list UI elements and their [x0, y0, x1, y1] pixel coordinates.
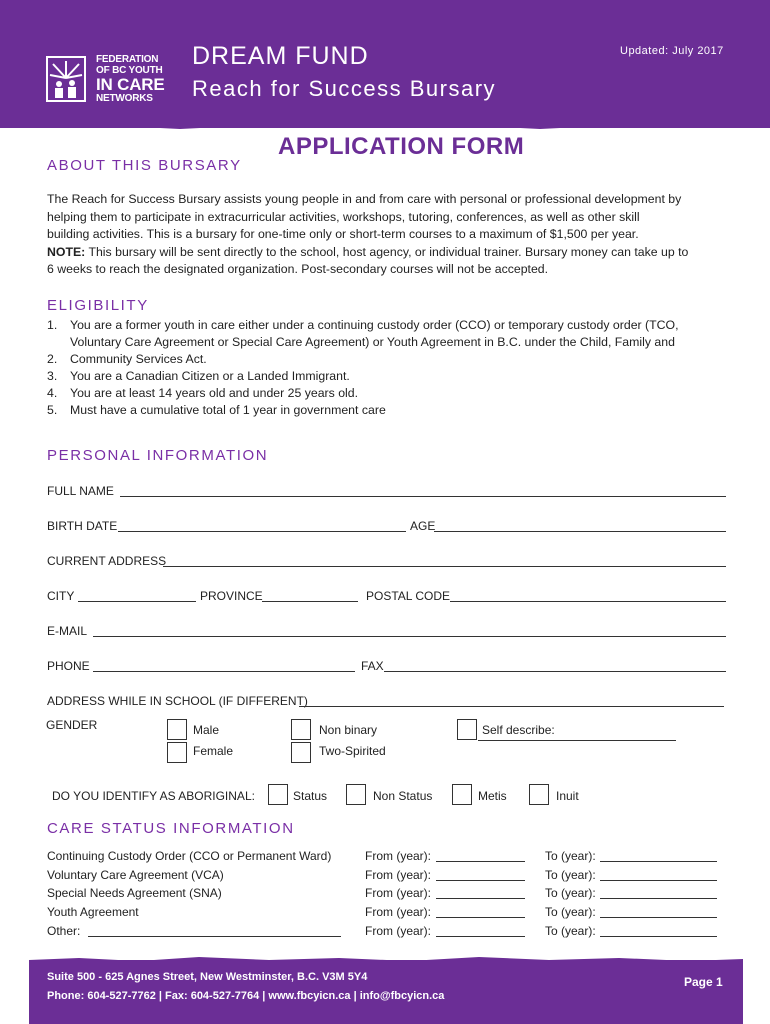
metis-label: Metis	[478, 789, 507, 803]
to-year-field[interactable]	[600, 917, 717, 918]
to-year-field[interactable]	[600, 936, 717, 937]
phone-label: PHONE	[47, 659, 90, 673]
header-torn-edge	[0, 118, 770, 134]
school-address-label: ADDRESS WHILE IN SCHOOL (IF DIFFERENT)	[47, 694, 308, 708]
item-text: You are a Canadian Citizen or a Landed Immigrant.	[70, 369, 350, 383]
inuit-checkbox[interactable]	[529, 784, 549, 805]
birth-date-field[interactable]	[118, 531, 406, 532]
eligibility-item	[47, 385, 747, 402]
about-line: helping them to participate in extracurricular activities, workshops, tutoring, conferences, as well as other skill	[47, 209, 640, 224]
from-year-label: From (year):	[365, 886, 431, 900]
non-status-checkbox[interactable]	[346, 784, 366, 805]
other-care-field[interactable]	[88, 936, 341, 937]
form-title: APPLICATION FORM	[278, 133, 525, 160]
about-line: The Reach for Success Bursary assists young people in and from care with personal or professional development by	[47, 192, 682, 206]
care-row-label: Other:	[47, 924, 81, 938]
fund-title: DREAM FUND	[192, 42, 369, 70]
footer-contact: Phone: 604-527-7762 | Fax: 604-527-7764 | www.fbcyicn.ca | info@fbcyicn.ca	[47, 990, 445, 1002]
from-year-label: From (year):	[365, 905, 431, 919]
from-year-field[interactable]	[436, 936, 525, 937]
email-label: E-MAIL	[47, 624, 88, 638]
from-year-field[interactable]	[436, 898, 525, 899]
from-year-field[interactable]	[436, 880, 525, 881]
metis-checkbox[interactable]	[452, 784, 472, 805]
item-text: You are a former youth in care either under a continuing custody order (CCO) or temporary custody order (TCO,	[70, 318, 679, 332]
full-name-field[interactable]	[120, 496, 726, 497]
about-note	[47, 244, 747, 262]
self-describe-checkbox[interactable]	[457, 719, 477, 740]
logo-wordmark	[96, 54, 176, 104]
to-year-field[interactable]	[600, 861, 717, 862]
to-year-field[interactable]	[600, 898, 717, 899]
to-year-label: To (year):	[545, 849, 596, 863]
age-field[interactable]	[434, 531, 726, 532]
from-year-label: From (year):	[365, 849, 431, 863]
male-label: Male	[193, 723, 220, 737]
male-checkbox[interactable]	[167, 719, 187, 740]
item-text: Must have a cumulative total of 1 year in government care	[70, 403, 386, 417]
logo-line: NETWORKS	[96, 93, 153, 104]
female-checkbox[interactable]	[167, 742, 187, 763]
postal-code-field[interactable]	[450, 601, 726, 602]
eligibility-item	[47, 368, 747, 385]
item-text: You are at least 14 years old and under 25 years old.	[70, 386, 359, 400]
care-row-label: Special Needs Agreement (SNA)	[47, 886, 222, 900]
item-number: 4.	[47, 386, 58, 400]
eligibility-item	[47, 317, 747, 334]
from-year-field[interactable]	[436, 917, 525, 918]
self-describe-field[interactable]	[478, 740, 676, 741]
province-label: PROVINCE	[200, 589, 263, 603]
gender-label: GENDER	[46, 718, 98, 732]
self-describe-label: Self describe:	[482, 723, 555, 737]
fax-field[interactable]	[384, 671, 726, 672]
about-line: building activities. This is a bursary for one-time only or short-term courses to a maximum of $1,500 per year.	[47, 227, 639, 242]
non-binary-label: Non binary	[319, 723, 378, 737]
item-number: 5.	[47, 403, 58, 417]
non-binary-checkbox[interactable]	[291, 719, 311, 740]
item-number: 1.	[47, 318, 58, 332]
logo-line: FEDERATION	[96, 54, 159, 65]
care-heading: CARE STATUS INFORMATION	[47, 820, 295, 837]
page-number: Page 1	[684, 975, 723, 989]
eligibility-list	[47, 317, 747, 419]
note-text: This bursary will be sent directly to the school, host agency, or individual trainer. Bursary money can take up to	[85, 244, 689, 259]
to-year-label: To (year):	[545, 868, 596, 882]
female-label: Female	[193, 744, 234, 758]
item-text: Voluntary Care Agreement or Special Care Agreement) or Youth Agreement in B.C. under the Child, Family and	[70, 335, 675, 349]
birth-date-label: BIRTH DATE	[47, 519, 118, 533]
from-year-label: From (year):	[365, 868, 431, 882]
updated-date: Updated: July 2017	[620, 45, 724, 57]
postal-code-label: POSTAL CODE	[366, 589, 451, 603]
personal-heading: PERSONAL INFORMATION	[47, 447, 269, 464]
to-year-label: To (year):	[545, 924, 596, 938]
footer-address: Suite 500 - 625 Agnes Street, New Westminster, B.C. V3M 5Y4	[47, 971, 368, 983]
current-address-field[interactable]	[163, 566, 726, 567]
to-year-label: To (year):	[545, 905, 596, 919]
inuit-label: Inuit	[556, 789, 579, 803]
eligibility-item	[47, 351, 747, 368]
city-field[interactable]	[78, 601, 196, 602]
logo-icon	[46, 56, 86, 102]
to-year-label: To (year):	[545, 886, 596, 900]
from-year-label: From (year):	[365, 924, 431, 938]
logo-line: OF BC YOUTH	[96, 65, 163, 76]
from-year-field[interactable]	[436, 861, 525, 862]
current-address-label: CURRENT ADDRESS	[47, 554, 167, 568]
eligibility-item	[47, 334, 747, 351]
province-field[interactable]	[262, 601, 358, 602]
phone-field[interactable]	[93, 671, 355, 672]
about-paragraph	[47, 191, 747, 279]
aboriginal-label: DO YOU IDENTIFY AS ABORIGINAL:	[52, 789, 255, 803]
about-heading: ABOUT THIS BURSARY	[47, 157, 242, 174]
email-field[interactable]	[93, 636, 726, 637]
eligibility-item	[47, 402, 747, 419]
status-checkbox[interactable]	[268, 784, 288, 805]
full-name-label: FULL NAME	[47, 484, 114, 498]
eligibility-heading: ELIGIBILITY	[47, 297, 149, 314]
item-number	[47, 334, 70, 351]
fax-label: FAX	[361, 659, 384, 673]
item-number: 3.	[47, 369, 58, 383]
two-spirited-label: Two-Spirited	[319, 744, 386, 758]
about-line: 6 weeks to reach the designated organization. Post-secondary courses will not be accepted.	[47, 262, 549, 277]
to-year-field[interactable]	[600, 880, 717, 881]
care-row-label: Continuing Custody Order (CCO or Permanent Ward)	[47, 849, 332, 863]
item-text: Community Services Act.	[70, 352, 207, 366]
bursary-title: Reach for Success Bursary	[192, 76, 497, 101]
care-row-label: Youth Agreement	[47, 905, 139, 919]
age-label: AGE	[410, 519, 436, 533]
school-address-field[interactable]	[299, 706, 724, 707]
non-status-label: Non Status	[373, 789, 433, 803]
note-label: NOTE:	[47, 244, 86, 259]
two-spirited-checkbox[interactable]	[291, 742, 311, 763]
city-label: CITY	[47, 589, 75, 603]
item-number: 2.	[47, 352, 58, 366]
care-row-label: Voluntary Care Agreement (VCA)	[47, 868, 224, 882]
status-label: Status	[293, 789, 328, 803]
logo-line: IN CARE	[96, 75, 165, 94]
